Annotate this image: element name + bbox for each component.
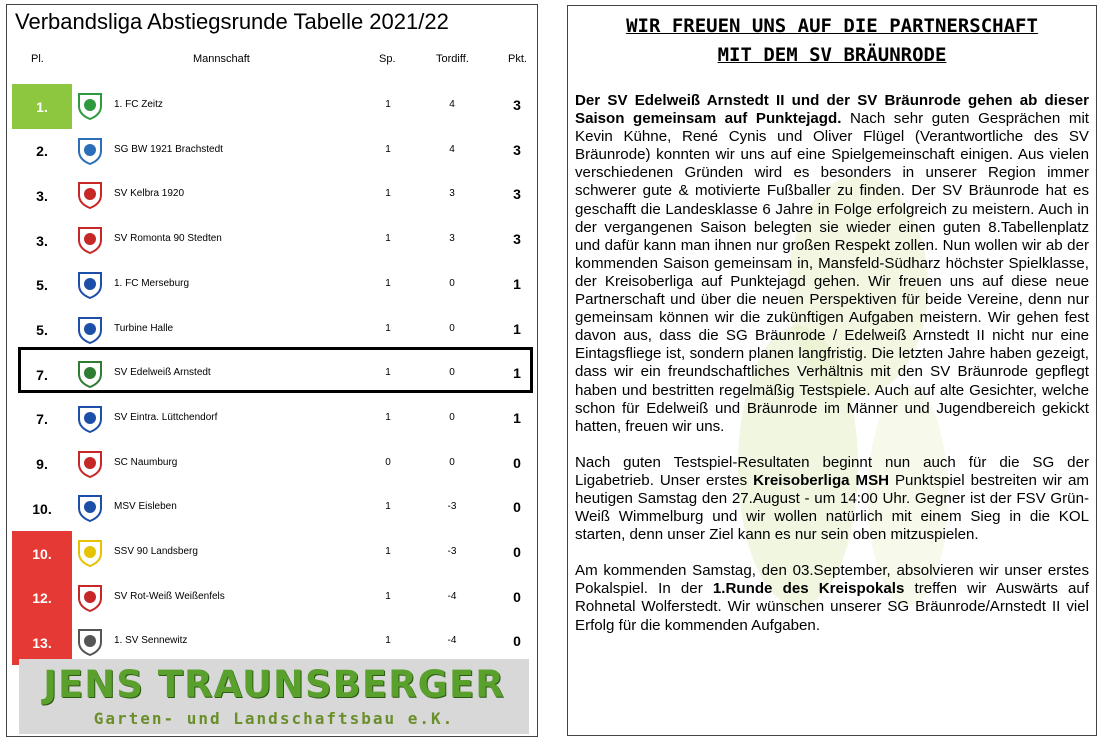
games-played: 1	[385, 367, 391, 379]
header-points: Pkt.	[508, 53, 527, 65]
headline-line-1: WIR FREUEN UNS AUF DIE PARTNERSCHAFT	[626, 15, 1038, 37]
table-row	[7, 308, 537, 353]
points: 1	[513, 275, 521, 292]
games-played: 0	[385, 456, 391, 468]
table-row	[7, 84, 537, 129]
table-row	[7, 129, 537, 174]
points: 3	[513, 141, 521, 158]
points: 1	[513, 409, 521, 426]
romonta-crest-icon	[75, 225, 105, 255]
paragraph-1	[575, 92, 1089, 436]
paragraph-1-lead: Der SV Edelweiß Arnstedt II und der SV Bräunrode gehen ab dieser Saison gemeinsam auf Punktejagd.	[575, 92, 1089, 128]
goal-difference: 0	[449, 367, 455, 379]
paragraph-2	[575, 454, 1089, 544]
table-row	[7, 486, 537, 531]
points: 3	[513, 186, 521, 203]
headline-line-2: MIT DEM SV BRÄUNRODE	[717, 44, 947, 66]
games-played: 1	[385, 99, 391, 110]
rank-cell: 1.	[12, 84, 72, 129]
goal-difference: 4	[449, 143, 455, 155]
team-name: SSV 90 Landsberg	[114, 546, 198, 557]
rank-cell: 5.	[36, 322, 48, 338]
goal-difference: -4	[447, 590, 457, 602]
goal-difference: 0	[449, 277, 455, 289]
points: 0	[513, 499, 521, 516]
team-name: SC Naumburg	[114, 456, 178, 468]
games-played: 1	[385, 143, 391, 155]
rank-cell: 2.	[36, 143, 48, 160]
team-name: SG BW 1921 Brachstedt	[114, 143, 223, 155]
team-name: SV Kelbra 1920	[114, 188, 185, 200]
points: 3	[513, 97, 521, 113]
sennewitz-crest-icon	[75, 627, 105, 657]
header-games: Sp.	[379, 53, 396, 65]
rank-cell: 13.	[12, 620, 72, 665]
team-name: Turbine Halle	[114, 322, 174, 334]
goal-difference: 3	[449, 233, 455, 245]
paragraph-2-text-a: Nach guten Testspiel-Resultaten beginnt nun auch für die SG der Ligabetrieb. Unser erstes	[575, 453, 1089, 489]
points: 1	[513, 365, 521, 382]
fc-zeitz-crest-icon	[75, 91, 105, 121]
table-header	[7, 49, 537, 73]
team-name: 1. FC Zeitz	[114, 99, 163, 110]
table-row	[7, 576, 537, 621]
rank-cell: 10.	[32, 500, 52, 517]
rank-cell: 5.	[36, 277, 48, 294]
goal-difference: 0	[449, 456, 455, 468]
games-played: 1	[385, 546, 391, 557]
rank-cell: 7.	[36, 411, 48, 428]
points: 3	[513, 231, 521, 248]
games-played: 1	[385, 188, 391, 200]
landsberg-crest-icon	[75, 538, 105, 568]
rank-cell: 3.	[36, 187, 48, 204]
games-played: 1	[385, 635, 391, 647]
naumburg-crest-icon	[75, 449, 105, 479]
table-row	[7, 218, 537, 263]
paragraph-1-text: Nach sehr guten Gesprächen mit Kevin Kühne, René Cynis und Oliver Flügel (Verantwortliche des SV Bräunrode) konnten wir uns auf eine Spielgemeinschaft einigen. Aus vielen verschiedenen Gründen wird es besonders in unserer Region immer schwerer gute & motivierte Fußballer zu finden. Der SV Bräunrode hat es geschafft die Landesklasse 6 Jahre in Folge erfolgreich zu meistern. Auch in der vergangenen Saison belegten sie wieder einen guten 8.Tabellenplatz und dafür kann man ihnen nur großen Respekt zollen. Nun wollen wir ab der kommenden Saison gemeinsam in, Mansfeld-Südharz höchster Spielklasse, der Kreisoberliga auf Punktejagd gehen. Wir freuen uns auf diese neue Partnerschaft und über die neuen Perspektiven für beide Vereine, denn nur gemeinsam können wir die zukünftigen Aufgaben meistern. Wir gehen fest davon aus, dass die SG Bräunrode / Edelweiß Arnstedt II nicht nur eine Eintagsfliege ist, sondern planen langfristig. Die letzten Jahre haben gezeigt, dass wir ein freundschaftliches Verhältnis mit den SV Bräunrode gepflegt haben und bestritten regelmäßig Testspiele. Auch auf alte Gesichter, welche schon für Edelweiß und Bräunrode im Männer und Jugendbereich gekickt hatten, freuen wir uns.	[575, 110, 1089, 435]
points: 1	[513, 320, 521, 337]
goal-difference: -3	[447, 501, 457, 513]
sponsor-banner	[19, 659, 529, 734]
article-headline	[572, 12, 1092, 70]
team-name: SV Rot-Weiß Weißenfels	[114, 590, 225, 602]
team-name: SV Romonta 90 Stedten	[114, 233, 222, 245]
table-row	[7, 263, 537, 308]
eisleben-crest-icon	[75, 493, 105, 523]
points: 0	[513, 633, 521, 650]
rank-cell: 10.	[12, 531, 72, 576]
header-team: Mannschaft	[193, 53, 250, 65]
table-row	[7, 397, 537, 442]
highlight-frame	[18, 347, 533, 393]
games-played: 1	[385, 322, 391, 334]
paragraph-3-text-b: treffen wir Auswärts auf Rohnetal Wolferstedt. Wir wünschen unserer SG Bräunrode/Arnstedt II viel Erfolg für die kommenden Aufgaben.	[575, 580, 1090, 634]
rank-cell: 3.	[36, 232, 48, 249]
games-played: 1	[385, 501, 391, 513]
rank-cell: 7.	[36, 366, 48, 383]
luettchendorf-crest-icon	[75, 404, 105, 434]
paragraph-3-bold: 1.Runde des Kreispokals	[712, 580, 905, 598]
games-played: 1	[385, 233, 391, 245]
table-row	[7, 531, 537, 576]
goal-difference: 0	[449, 411, 455, 423]
article-panel	[567, 5, 1097, 736]
team-name: 1. FC Merseburg	[114, 277, 190, 289]
paragraph-2-bold: Kreisoberliga MSH	[753, 471, 890, 489]
weissenfels-crest-icon	[75, 583, 105, 613]
table-title: Verbandsliga Abstiegsrunde Tabelle 2021/22	[15, 9, 449, 34]
standings-panel	[6, 4, 538, 737]
header-goal-diff: Tordiff.	[436, 53, 469, 65]
brachstedt-crest-icon	[75, 136, 105, 166]
team-name: SV Edelweiß Arnstedt	[114, 367, 211, 379]
merseburg-crest-icon	[75, 270, 105, 300]
kelbra-crest-icon	[75, 180, 105, 210]
points: 0	[513, 544, 521, 560]
rank-cell: 12.	[12, 576, 72, 621]
turbine-halle-crest-icon	[75, 315, 105, 345]
points: 0	[513, 588, 521, 605]
paragraph-2-text-b: Punktspiel bestreiten wir am heutigen Samstag den 27.August - um 14:00 Uhr. Gegner ist der FSV Grün-Weiß Wimmelburg und wir wollen natürlich mit einem Sieg in die KOL starten, denn unser Ziel kann es nur sein oben mitzuspielen.	[575, 471, 1090, 544]
goal-difference: 0	[449, 322, 455, 334]
table-row	[7, 173, 537, 218]
games-played: 1	[385, 277, 391, 289]
games-played: 1	[385, 411, 391, 423]
header-position: Pl.	[31, 53, 44, 65]
table-row	[7, 442, 537, 487]
article-body	[575, 92, 1089, 653]
points: 0	[513, 454, 521, 471]
goal-difference: 4	[449, 99, 455, 110]
goal-difference: -3	[447, 546, 457, 557]
team-name: 1. SV Sennewitz	[114, 635, 188, 647]
goal-difference: -4	[447, 635, 457, 647]
team-name: SV Eintra. Lüttchendorf	[114, 411, 218, 423]
paragraph-3-text-a: Am kommenden Samstag, den 03.September, absolvieren wir unser erstes Pokalspiel. In der	[575, 562, 1089, 598]
sponsor-name: JENS TRAUNSBERGER	[43, 663, 505, 706]
sponsor-subtitle: Garten- und Landschaftsbau e.K.	[93, 709, 455, 728]
games-played: 1	[385, 590, 391, 602]
team-name: MSV Eisleben	[114, 501, 177, 513]
paragraph-3	[575, 562, 1089, 634]
rank-cell: 9.	[36, 456, 48, 473]
goal-difference: 3	[449, 188, 455, 200]
